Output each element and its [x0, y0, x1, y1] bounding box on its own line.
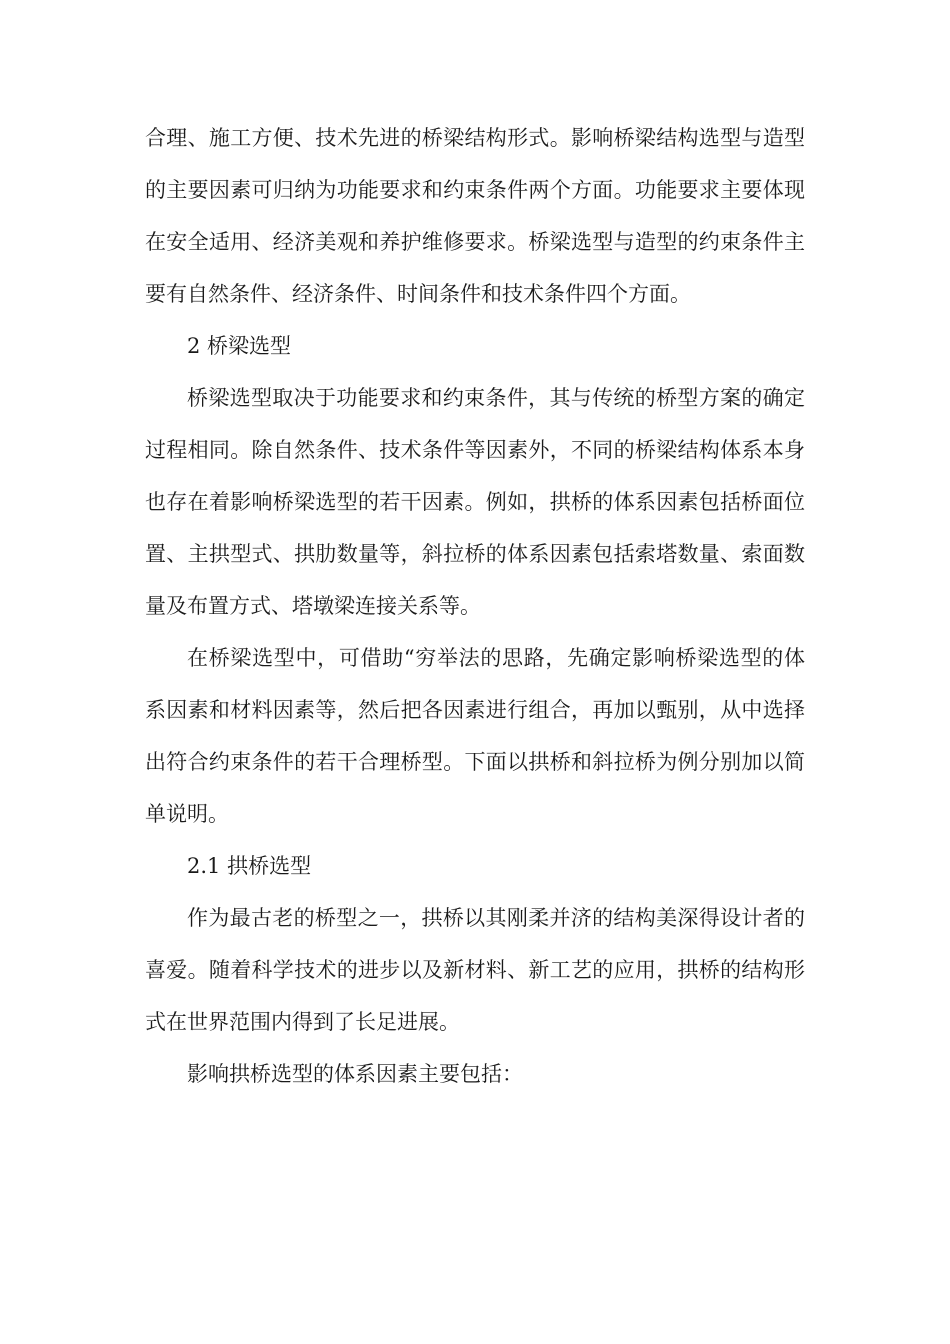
- section-heading-2-1: 2.1 拱桥选型: [187, 854, 312, 878]
- paragraph-exhaustive-method: 在桥梁选型中，可借助“穷举法的思路，先确定影响桥梁选型的体系因素和材料因素等，然后把各因素进行组合，再加以甄别，从中选择出符合约束条件的若干合理桥型。下面以拱桥和斜拉桥为例分别加以简单说明。: [145, 646, 805, 826]
- paragraph-arch-factors: 影响拱桥选型的体系因素主要包括：: [187, 1062, 523, 1086]
- paragraph-continuation: 合理、施工方便、技术先进的桥梁结构形式。影响桥梁结构选型与造型的主要因素可归纳为功能要求和约束条件两个方面。功能要求主要体现在安全适用、经济美观和养护维修要求。桥梁选型与造型的约束条件主要有自然条件、经济条件、时间条件和技术条件四个方面。: [145, 126, 805, 306]
- body-text: [145, 112, 805, 1100]
- section-heading-2: 2 桥梁选型: [187, 334, 292, 358]
- paragraph-bridge-selection: 桥梁选型取决于功能要求和约束条件，其与传统的桥型方案的确定过程相同。除自然条件、技术条件等因素外，不同的桥梁结构体系本身也存在着影响桥梁选型的若干因素。例如，拱桥的体系因素包括桥面位置、主拱型式、拱肋数量等，斜拉桥的体系因素包括索塔数量、索面数量及布置方式、塔墩梁连接关系等。: [145, 386, 805, 618]
- paragraph-arch-bridge-intro: 作为最古老的桥型之一，拱桥以其刚柔并济的结构美深得设计者的喜爱。随着科学技术的进步以及新材料、新工艺的应用，拱桥的结构形式在世界范围内得到了长足进展。: [145, 906, 805, 1034]
